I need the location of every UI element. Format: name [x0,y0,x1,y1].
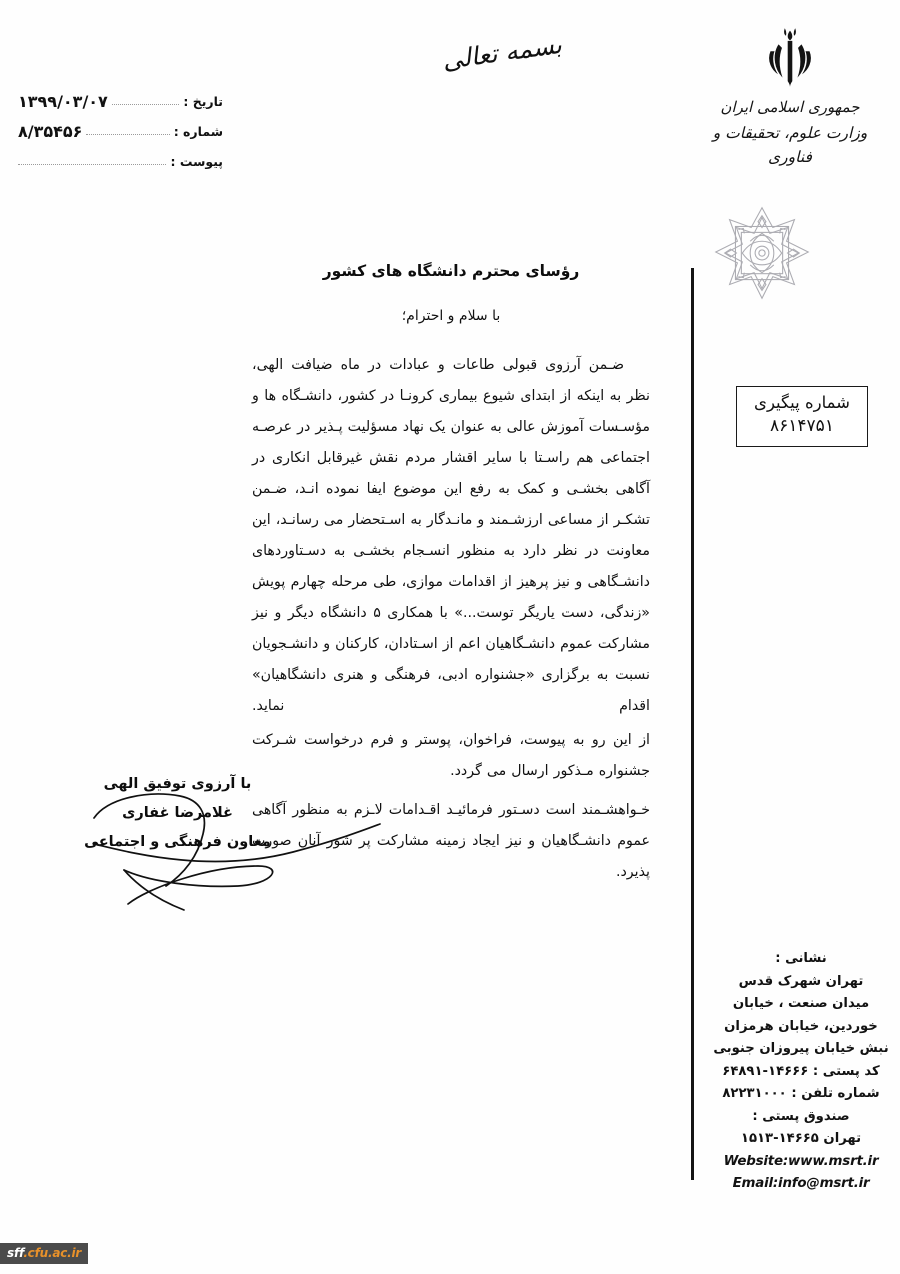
number-value: ۸/۳۵۴۵۶ [18,122,83,141]
meta-row-number [18,112,223,142]
salutation-line: با سلام و احترام؛ [401,308,501,324]
iran-national-emblem-icon [761,26,819,88]
vertical-divider [691,268,694,1180]
address-line-1: تهران شهرک قدس [738,973,864,989]
addressee-line: رؤسای محترم دانشگاه های کشور [322,262,580,280]
email-line[interactable]: Email:info@msrt.ir [732,1176,870,1191]
address-line-4: نبش خیابان پیروزان جنوبی [713,1041,889,1056]
signer-title: معاون فرهنگی و اجتماعی [84,834,271,850]
signer-name: غلامرضا غفاری [122,805,233,821]
signature-block [0,770,355,857]
signature-closing: با آرزوی توفیق الهی [103,776,252,792]
islamic-star-ornament-icon [703,196,821,314]
po-box-label: صندوق پستی : [752,1108,850,1124]
ministry-name: وزارت علوم، تحقیقات و فناوری [712,124,868,167]
address-line-3: خوردین، خیابان هرمزان [724,1018,878,1034]
attachment-rule [18,163,166,165]
tracking-value: ۸۶۱۴۷۵۱ [770,416,834,437]
number-rule [86,133,169,135]
footer-address-block [712,948,890,1196]
po-box-value: تهران ۱۴۶۶۵-۱۵۱۳ [740,1131,862,1146]
address-line-2: میدان صنعت ، خیابان [732,996,870,1011]
body-paragraph-3: خـواهشـمند است دسـتور فرمائیـد اقـدامات لاـزم به منظور آگاهی عموم دانشـگاهیان و نیز ایجاد زمینه مشارکت پر شور آنان صورت پذیرد. [252,802,650,880]
date-label: تاریخ : [183,94,223,109]
address-label: نشانی : [775,951,827,966]
attachment-label: پیوست : [170,154,223,169]
tracking-label: شماره پیگیری [754,393,850,412]
source-watermark [0,1243,88,1264]
date-value: ۱۳۹۹/۰۳/۰۷ [18,92,108,111]
watermark-prefix: sff [7,1246,24,1260]
date-rule [112,103,180,105]
besmeh-taala: بسمه تعالی [440,29,564,76]
number-label: شماره : [173,124,223,139]
meta-row-date [18,82,223,112]
body-paragraph-2: از این رو به پیوست، فراخوان، پوستر و فرم درخواست شـرکت جشنواره مـذکور ارسال می گردد. [252,732,650,779]
body-paragraph-1: ضـمن آرزوی قبولی طاعات و عبادات در ماه ضیافت الهی، نظر به اینکه از ابتدای شیوع بیماری کرونـا در کشور، دانشـگاه ها و مؤسـسات آموزش عالی به عنوان یک نهاد مسؤلیت پـذیر در عرصـه اجتماعی هم راسـتا با سایر اقشار مردم نقش غیرقابل انکاری در آگاهی بخشـی و کمک به رفع این موضوع ایفا نموده انـد، ضـمن تشکـر از مساعی ارزشـمند و مانـدگار به اسـتحضار می رسانـد، این معاونت در نظر دارد به منظور انسـجام بخشـی به دسـتاوردهای دانشـگاهی و نیز پرهیز از اقدامات موازی، طی مرحله چهارم پویش «زندگی، دست یاریگر توست...» با همکاری ۵ دانشگاه دیگر و نیز مشارکت عموم دانشـگاهیان اعم از اسـتادان، کارکنان و دانشـجویان نسبت به برگزاری «جشنواره ادبی، فرهنگی و هنری دانشگاهیان» اقدام نماید. [252,357,650,714]
website-line[interactable]: Website:www.msrt.ir [723,1153,879,1169]
watermark-suffix: .cfu.ac.ir [23,1246,82,1260]
letter-meta-block [18,82,223,172]
tracking-number-box [736,386,868,447]
phone-number: شماره تلفن : ۸۲۲۳۱۰۰۰ [722,1086,880,1101]
ministry-header [690,26,890,169]
postal-code: کد پستی : ۱۴۶۶۶-۶۴۸۹۱ [722,1063,880,1079]
meta-row-attachment [18,142,223,172]
country-name: جمهوری اسلامی ایران [720,98,860,116]
